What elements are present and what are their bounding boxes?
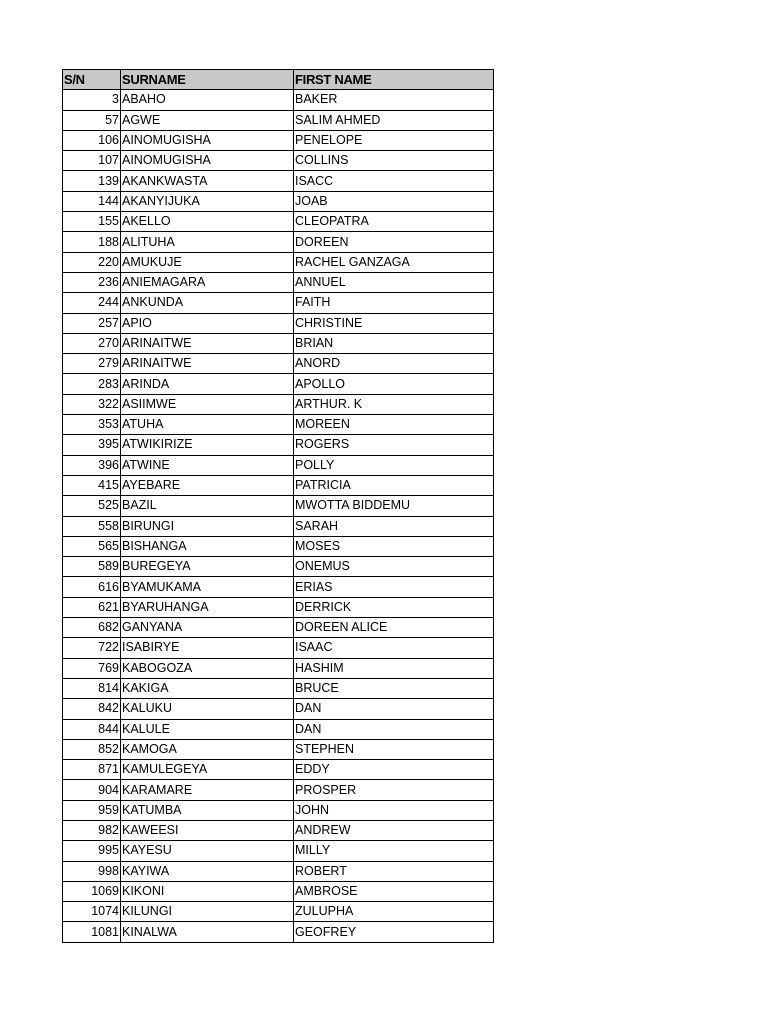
cell-first-name: ARTHUR. K [294, 394, 494, 414]
cell-surname: ISABIRYE [121, 638, 294, 658]
cell-first-name: PENELOPE [294, 130, 494, 150]
cell-sn: 616 [63, 577, 121, 597]
cell-first-name: ONEMUS [294, 557, 494, 577]
cell-sn: 982 [63, 820, 121, 840]
table-row [63, 760, 494, 780]
cell-surname: BISHANGA [121, 536, 294, 556]
cell-surname: KILUNGI [121, 902, 294, 922]
cell-first-name: CLEOPATRA [294, 212, 494, 232]
table-row [63, 475, 494, 495]
table-row [63, 516, 494, 536]
cell-sn: 844 [63, 719, 121, 739]
cell-surname: BYARUHANGA [121, 597, 294, 617]
cell-first-name: COLLINS [294, 151, 494, 171]
cell-sn: 236 [63, 272, 121, 292]
cell-first-name: ANDREW [294, 820, 494, 840]
cell-sn: 904 [63, 780, 121, 800]
cell-surname: ATWIKIRIZE [121, 435, 294, 455]
cell-surname: KALUKU [121, 699, 294, 719]
table-row [63, 455, 494, 475]
cell-sn: 871 [63, 760, 121, 780]
cell-sn: 279 [63, 354, 121, 374]
cell-first-name: ROGERS [294, 435, 494, 455]
header-sn: S/N [63, 70, 121, 90]
cell-sn: 270 [63, 333, 121, 353]
table-row [63, 536, 494, 556]
cell-first-name: SARAH [294, 516, 494, 536]
cell-first-name: BRIAN [294, 333, 494, 353]
cell-sn: 842 [63, 699, 121, 719]
cell-sn: 220 [63, 252, 121, 272]
cell-sn: 139 [63, 171, 121, 191]
cell-first-name: EDDY [294, 760, 494, 780]
cell-surname: GANYANA [121, 618, 294, 638]
table-body [63, 90, 494, 942]
cell-surname: KAMULEGEYA [121, 760, 294, 780]
cell-sn: 106 [63, 130, 121, 150]
cell-surname: ANIEMAGARA [121, 272, 294, 292]
cell-sn: 558 [63, 516, 121, 536]
table-row [63, 719, 494, 739]
table-row [63, 780, 494, 800]
cell-sn: 1081 [63, 922, 121, 942]
table-row [63, 638, 494, 658]
cell-sn: 682 [63, 618, 121, 638]
cell-sn: 244 [63, 293, 121, 313]
cell-sn: 814 [63, 678, 121, 698]
cell-first-name: DOREEN [294, 232, 494, 252]
cell-first-name: APOLLO [294, 374, 494, 394]
cell-surname: BYAMUKAMA [121, 577, 294, 597]
table-row [63, 212, 494, 232]
table-row [63, 110, 494, 130]
table-row [63, 333, 494, 353]
table-row [63, 313, 494, 333]
header-surname: SURNAME [121, 70, 294, 90]
cell-first-name: CHRISTINE [294, 313, 494, 333]
table-row [63, 881, 494, 901]
cell-sn: 415 [63, 475, 121, 495]
header-first-name: FIRST NAME [294, 70, 494, 90]
table-row [63, 272, 494, 292]
cell-surname: ANKUNDA [121, 293, 294, 313]
cell-first-name: AMBROSE [294, 881, 494, 901]
cell-first-name: ANORD [294, 354, 494, 374]
cell-first-name: ZULUPHA [294, 902, 494, 922]
table-row [63, 252, 494, 272]
table-row [63, 678, 494, 698]
cell-sn: 995 [63, 841, 121, 861]
cell-sn: 395 [63, 435, 121, 455]
cell-first-name: MWOTTA BIDDEMU [294, 496, 494, 516]
cell-surname: APIO [121, 313, 294, 333]
cell-first-name: RACHEL GANZAGA [294, 252, 494, 272]
cell-sn: 998 [63, 861, 121, 881]
table-row [63, 130, 494, 150]
cell-sn: 322 [63, 394, 121, 414]
cell-surname: AKANYIJUKA [121, 191, 294, 211]
cell-surname: BUREGEYA [121, 557, 294, 577]
cell-surname: KAKIGA [121, 678, 294, 698]
cell-first-name: MILLY [294, 841, 494, 861]
cell-sn: 959 [63, 800, 121, 820]
cell-sn: 852 [63, 739, 121, 759]
cell-surname: KINALWA [121, 922, 294, 942]
cell-surname: KATUMBA [121, 800, 294, 820]
cell-first-name: MOREEN [294, 415, 494, 435]
cell-first-name: BRUCE [294, 678, 494, 698]
cell-surname: KARAMARE [121, 780, 294, 800]
cell-surname: ATUHA [121, 415, 294, 435]
cell-sn: 188 [63, 232, 121, 252]
table-row [63, 191, 494, 211]
table-row [63, 658, 494, 678]
table-row [63, 800, 494, 820]
table-row [63, 820, 494, 840]
cell-first-name: ISACC [294, 171, 494, 191]
cell-surname: AMUKUJE [121, 252, 294, 272]
cell-first-name: STEPHEN [294, 739, 494, 759]
cell-sn: 155 [63, 212, 121, 232]
cell-first-name: PROSPER [294, 780, 494, 800]
cell-surname: AINOMUGISHA [121, 130, 294, 150]
table-row [63, 90, 494, 110]
cell-surname: KABOGOZA [121, 658, 294, 678]
names-table [62, 69, 494, 943]
cell-surname: AGWE [121, 110, 294, 130]
cell-sn: 353 [63, 415, 121, 435]
cell-sn: 1074 [63, 902, 121, 922]
cell-surname: KAYIWA [121, 861, 294, 881]
cell-first-name: HASHIM [294, 658, 494, 678]
table-row [63, 557, 494, 577]
cell-surname: ARINAITWE [121, 354, 294, 374]
cell-first-name: FAITH [294, 293, 494, 313]
cell-first-name: BAKER [294, 90, 494, 110]
cell-sn: 1069 [63, 881, 121, 901]
cell-sn: 57 [63, 110, 121, 130]
cell-surname: KAWEESI [121, 820, 294, 840]
cell-surname: AKANKWASTA [121, 171, 294, 191]
cell-first-name: DAN [294, 719, 494, 739]
cell-first-name: PATRICIA [294, 475, 494, 495]
table-row [63, 374, 494, 394]
cell-surname: AKELLO [121, 212, 294, 232]
cell-surname: BIRUNGI [121, 516, 294, 536]
table-row [63, 861, 494, 881]
cell-surname: ABAHO [121, 90, 294, 110]
cell-sn: 396 [63, 455, 121, 475]
table-row [63, 394, 494, 414]
cell-surname: KAMOGA [121, 739, 294, 759]
cell-sn: 257 [63, 313, 121, 333]
cell-first-name: POLLY [294, 455, 494, 475]
cell-surname: KALULE [121, 719, 294, 739]
cell-surname: AYEBARE [121, 475, 294, 495]
table-row [63, 354, 494, 374]
cell-surname: ATWINE [121, 455, 294, 475]
table-row [63, 739, 494, 759]
cell-first-name: MOSES [294, 536, 494, 556]
cell-surname: ARINAITWE [121, 333, 294, 353]
cell-first-name: JOAB [294, 191, 494, 211]
cell-surname: BAZIL [121, 496, 294, 516]
cell-sn: 283 [63, 374, 121, 394]
table-row [63, 577, 494, 597]
cell-surname: KAYESU [121, 841, 294, 861]
table-row [63, 435, 494, 455]
table-row [63, 597, 494, 617]
table-row [63, 922, 494, 942]
table-row [63, 902, 494, 922]
cell-sn: 621 [63, 597, 121, 617]
cell-first-name: ISAAC [294, 638, 494, 658]
table-header-row [63, 70, 494, 90]
cell-first-name: DAN [294, 699, 494, 719]
table-row [63, 841, 494, 861]
cell-sn: 589 [63, 557, 121, 577]
table-row [63, 618, 494, 638]
cell-surname: ASIIMWE [121, 394, 294, 414]
cell-sn: 144 [63, 191, 121, 211]
cell-first-name: ANNUEL [294, 272, 494, 292]
cell-surname: ALITUHA [121, 232, 294, 252]
table-row [63, 293, 494, 313]
cell-first-name: SALIM AHMED [294, 110, 494, 130]
table-row [63, 415, 494, 435]
cell-sn: 107 [63, 151, 121, 171]
table-row [63, 232, 494, 252]
cell-first-name: ROBERT [294, 861, 494, 881]
table-row [63, 151, 494, 171]
cell-sn: 722 [63, 638, 121, 658]
table-row [63, 699, 494, 719]
cell-first-name: GEOFREY [294, 922, 494, 942]
cell-first-name: ERIAS [294, 577, 494, 597]
cell-first-name: JOHN [294, 800, 494, 820]
cell-surname: KIKONI [121, 881, 294, 901]
table-row [63, 171, 494, 191]
cell-first-name: DOREEN ALICE [294, 618, 494, 638]
table-row [63, 496, 494, 516]
cell-sn: 769 [63, 658, 121, 678]
cell-surname: ARINDA [121, 374, 294, 394]
cell-sn: 3 [63, 90, 121, 110]
cell-sn: 525 [63, 496, 121, 516]
cell-sn: 565 [63, 536, 121, 556]
cell-surname: AINOMUGISHA [121, 151, 294, 171]
cell-first-name: DERRICK [294, 597, 494, 617]
